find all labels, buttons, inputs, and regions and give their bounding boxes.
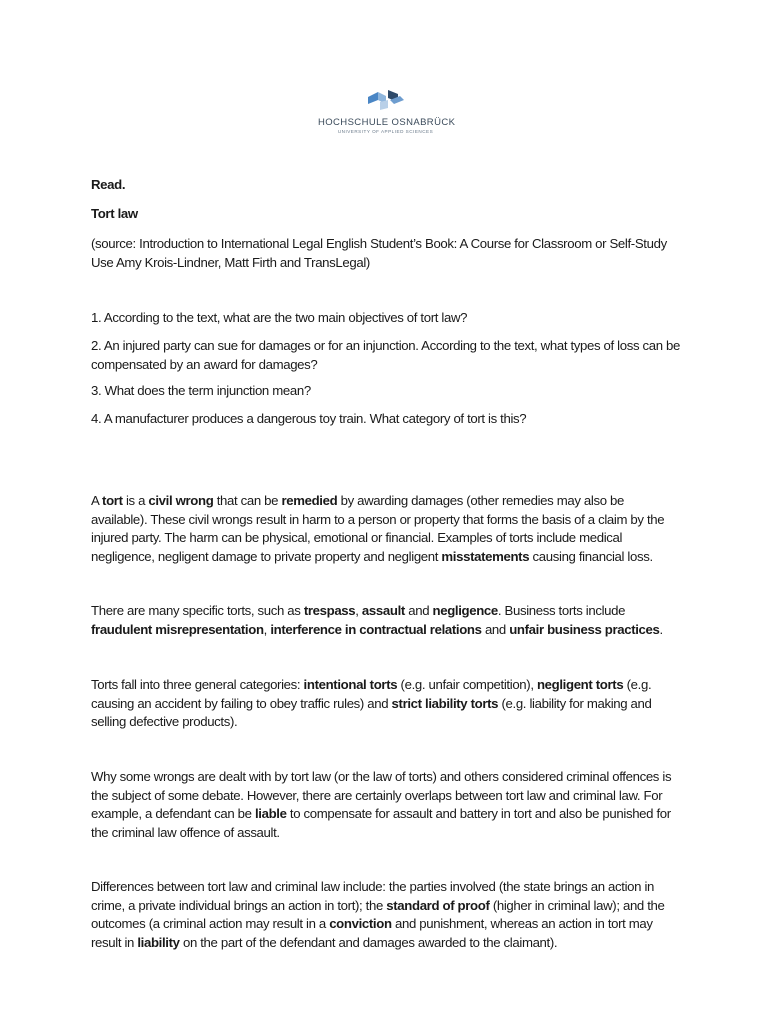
- term-fraudulent-misrepresentation: fraudulent misrepresentation: [91, 621, 264, 637]
- term-negligence: negligence: [432, 603, 498, 618]
- term-liable: liable: [254, 806, 287, 822]
- paragraph-differences: Differences between tort law and criminal law include: the parties involved (the state brings an action in crime, a private individual brings an action in tort); the standard of proof (higher in criminal law); and the outcomes (a criminal action may result in a conviction and punishment, whereas an action in tort may result in liability on the part of the defendant and damages awarded to the claimant).: [91, 879, 665, 950]
- source-citation: (source: Introduction to International Legal English Student’s Book: A Course for Classroom or Self-Study Use Amy Krois-Lindner, Matt Firth and TransLegal): [91, 236, 667, 270]
- term-remedied: remedied: [281, 493, 338, 508]
- question-3: 3. What does the term injunction mean?: [91, 383, 311, 398]
- read-label: Read.: [91, 177, 126, 192]
- question-2: 2. An injured party can sue for damages or for an injunction. According to the text, what types of loss can be compensated by an award for damages?: [91, 338, 681, 372]
- term-strict-liability-torts: strict liability torts: [391, 695, 499, 711]
- hochschule-logo-icon: [366, 88, 406, 112]
- term-civil-wrong: civil wrong: [148, 493, 214, 508]
- institution-subtitle: UNIVERSITY OF APPLIED SCIENCES: [337, 129, 434, 134]
- term-standard-of-proof: standard of proof: [386, 897, 490, 913]
- paragraph-overlaps: Why some wrongs are dealt with by tort law (or the law of torts) and others considered criminal offences is the subject of some debate. However, there are certainly overlaps between tort law and criminal law. For example, a defendant can be liable to compensate for assault and battery in tort and also be punished for the criminal law offence of assault.: [91, 769, 672, 840]
- term-negligent-torts: negligent torts: [536, 677, 624, 692]
- paragraph-categories: Torts fall into three general categories: intentional torts (e.g. unfair competition), negligent torts (e.g. causing an accident by failing to obey traffic rules) and strict liability torts (e.g. liability for making and selling defective products).: [91, 677, 652, 730]
- term-trespass: trespass: [303, 603, 356, 618]
- term-assault: assault: [361, 603, 405, 618]
- term-interference: interference in contractual relations: [270, 621, 482, 637]
- question-4: 4. A manufacturer produces a dangerous toy train. What category of tort is this?: [91, 411, 527, 426]
- term-unfair-business-practices: unfair business practices: [509, 621, 660, 637]
- paragraph-definition: A tort is a civil wrong that can be remedied by awarding damages (other remedies may also be available). These civil wrongs result in harm to a person or property that forms the basis of a claim by the injured party. The harm can be physical, emotional or financial. Examples of torts include medical negligence, negligent damage to private property and negligent misstatements causing financial loss.: [91, 493, 665, 564]
- term-conviction: conviction: [329, 916, 392, 932]
- document-heading: Tort law: [91, 206, 138, 221]
- term-misstatements: misstatements: [441, 548, 530, 564]
- term-intentional-torts: intentional torts: [303, 677, 398, 692]
- term-tort: tort: [102, 493, 123, 508]
- institution-logo: [318, 88, 456, 134]
- question-1: 1. According to the text, what are the two main objectives of tort law?: [91, 310, 468, 325]
- institution-name: HOCHSCHULE OSNABRÜCK: [318, 117, 456, 128]
- term-liability: liability: [137, 934, 180, 950]
- paragraph-specific-torts: There are many specific torts, such as trespass, assault and negligence. Business torts include fraudulent misrepresentation, interference in contractual relations and unfair business practices.: [91, 603, 663, 637]
